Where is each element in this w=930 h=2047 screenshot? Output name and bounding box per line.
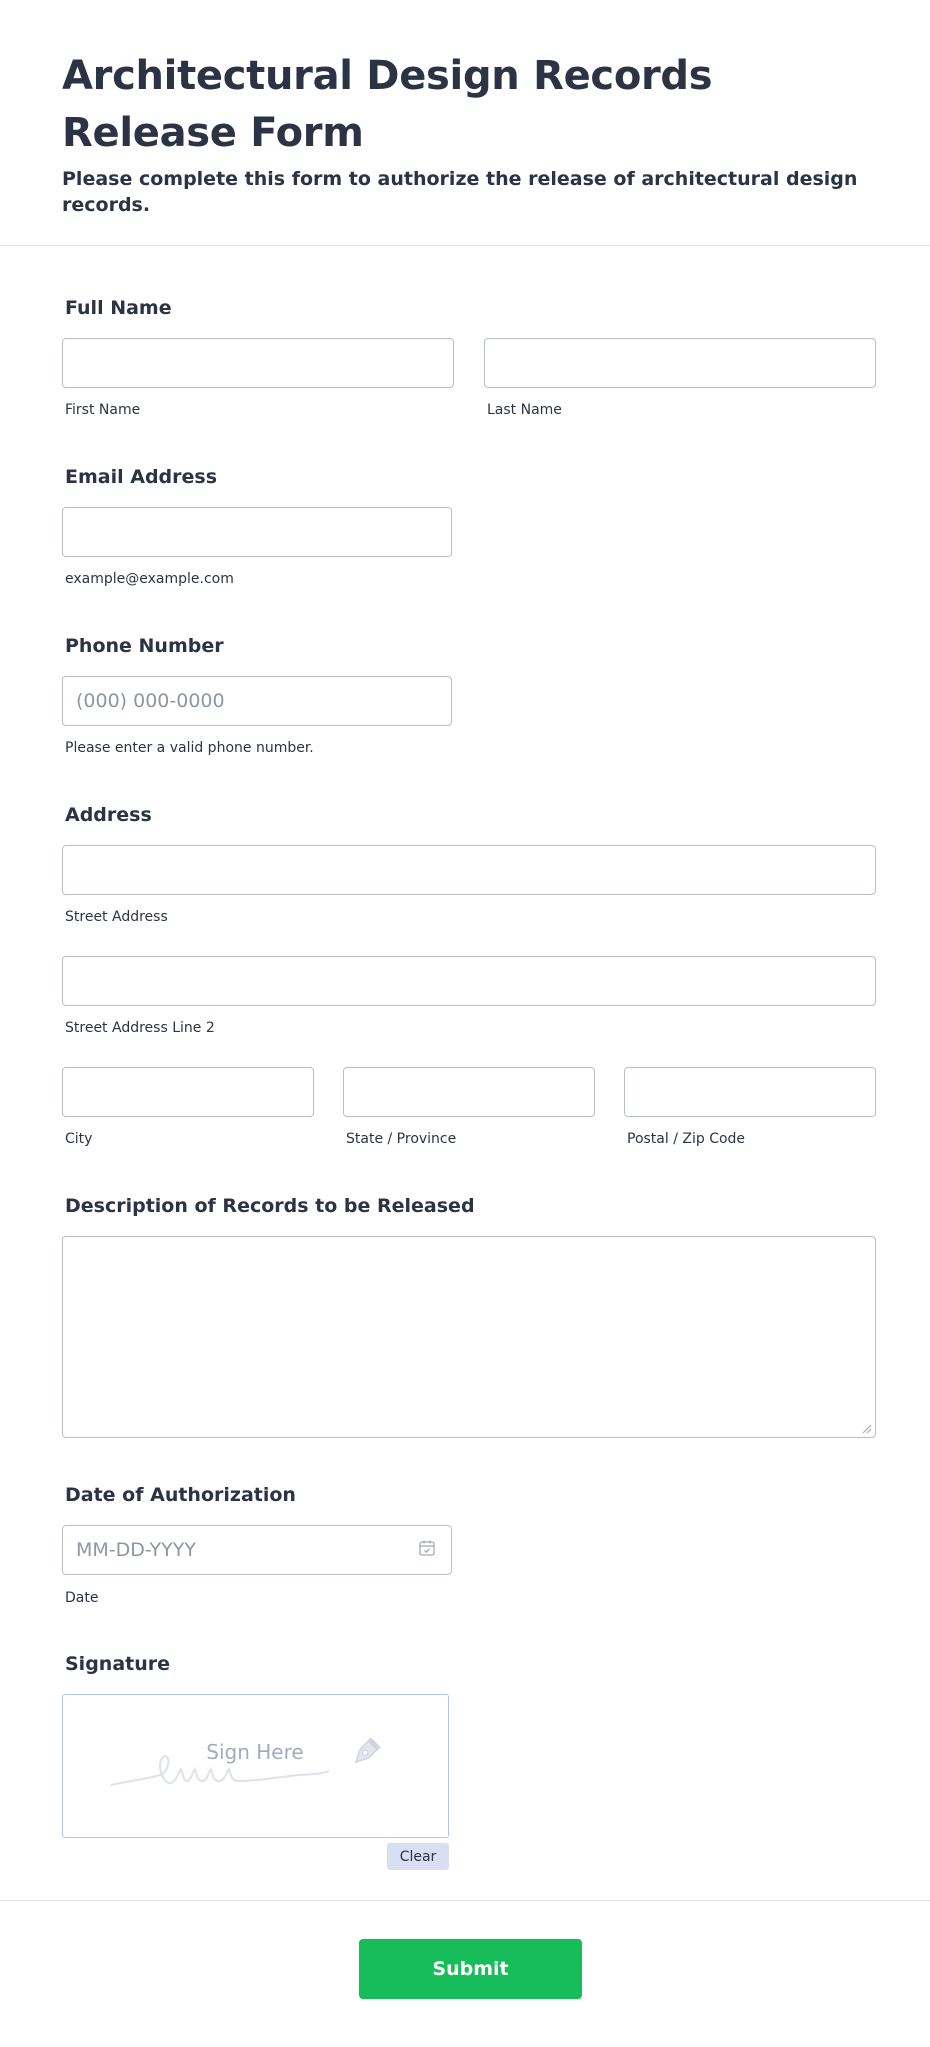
pen-icon [343, 1735, 383, 1775]
street-address-sublabel: Street Address [65, 909, 168, 925]
city-sublabel: City [65, 1131, 93, 1147]
email-sublabel: example@example.com [65, 571, 234, 587]
address-label: Address [65, 804, 152, 826]
clear-signature-button[interactable]: Clear [387, 1843, 449, 1870]
state-sublabel: State / Province [346, 1131, 457, 1147]
full-name-label: Full Name [65, 297, 172, 319]
resize-grip-icon[interactable] [860, 1422, 872, 1434]
form-title: Architectural Design Records Release Form [62, 53, 713, 156]
signature-label: Signature [65, 1653, 171, 1675]
last-name-input[interactable] [484, 338, 876, 388]
email-input[interactable] [62, 507, 452, 557]
form-header [0, 0, 930, 246]
street-address-line2-sublabel: Street Address Line 2 [65, 1020, 215, 1036]
state-input[interactable] [343, 1067, 595, 1117]
footer-divider [0, 1900, 930, 1901]
submit-button[interactable]: Submit [359, 1939, 582, 1999]
date-label: Date of Authorization [65, 1484, 296, 1506]
form-subtitle: Please complete this form to authorize the release of architectural design records. [62, 168, 858, 216]
first-name-sublabel: First Name [65, 402, 141, 418]
phone-label: Phone Number [65, 635, 224, 657]
date-sublabel: Date [65, 1590, 99, 1606]
description-textarea[interactable] [62, 1236, 876, 1438]
street-address-input[interactable] [62, 845, 876, 895]
email-label: Email Address [65, 466, 218, 488]
first-name-input[interactable] [62, 338, 454, 388]
last-name-sublabel: Last Name [487, 402, 562, 418]
date-input[interactable] [62, 1525, 452, 1575]
postal-code-sublabel: Postal / Zip Code [627, 1131, 746, 1147]
signature-pad[interactable] [62, 1694, 449, 1838]
phone-input[interactable] [62, 676, 452, 726]
street-address-line2-input[interactable] [62, 956, 876, 1006]
description-label: Description of Records to be Released [65, 1195, 475, 1217]
sign-here-text: Sign Here [206, 1740, 304, 1764]
calendar-icon[interactable] [418, 1539, 436, 1557]
phone-sublabel: Please enter a valid phone number. [65, 740, 314, 756]
city-input[interactable] [62, 1067, 314, 1117]
postal-code-input[interactable] [624, 1067, 876, 1117]
